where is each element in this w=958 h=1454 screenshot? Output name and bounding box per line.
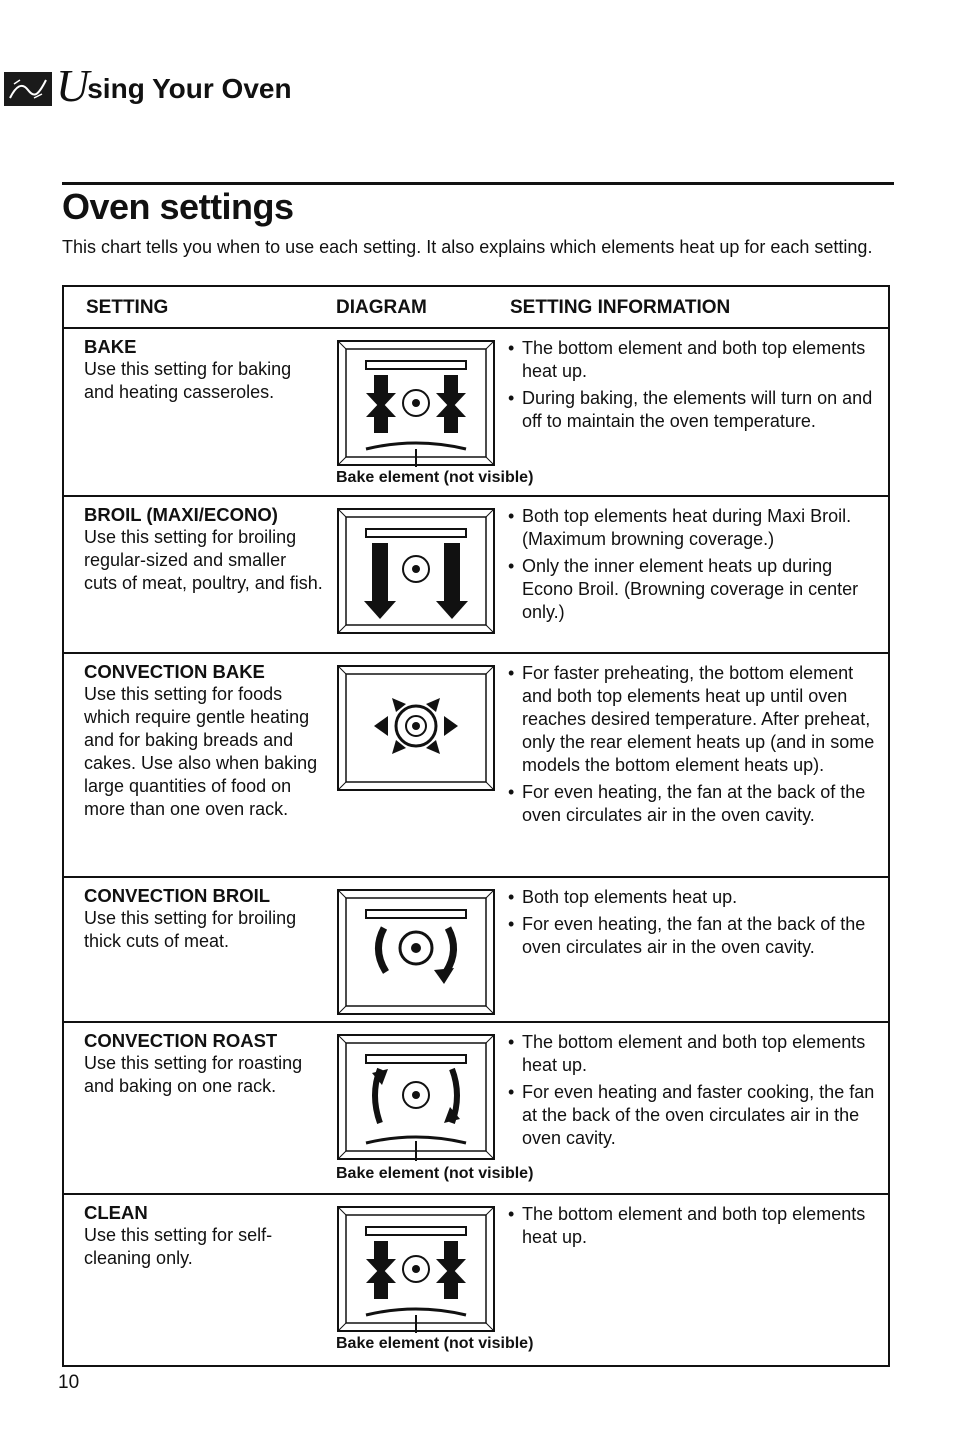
info-item: • Both top elements heat during Maxi Broil. (Maximum browning coverage.) bbox=[508, 505, 884, 551]
oven-broil-diagram-icon bbox=[336, 507, 496, 635]
header-script-letter: U bbox=[56, 60, 90, 111]
setting-info bbox=[508, 662, 884, 831]
info-item: • For even heating, the fan at the back of the oven circulates air in the oven cavity. bbox=[508, 781, 884, 827]
header-diagram: DIAGRAM bbox=[336, 297, 427, 318]
oven-settings-table bbox=[62, 285, 890, 1367]
header-setting: SETTING bbox=[86, 297, 169, 318]
info-item: • For faster preheating, the bottom element and both top elements heat up until oven reaches desired temperature. After preheat, only the rear element heats up (and in some models the bottom element heats up). bbox=[508, 662, 884, 777]
info-item: • The bottom element and both top elements heat up. bbox=[508, 1031, 884, 1077]
title-rule bbox=[62, 182, 894, 185]
intro-text: This chart tells you when to use each setting. It also explains which elements heat up for each setting. bbox=[62, 237, 873, 257]
setting-info bbox=[508, 1031, 884, 1154]
setting-description: Use this setting for roasting and baking on one rack. bbox=[84, 1053, 303, 1096]
setting-info bbox=[508, 886, 884, 963]
oven-clean-diagram-icon bbox=[336, 1205, 496, 1333]
info-item: • Only the inner element heats up during Econo Broil. (Browning coverage in center only.) bbox=[508, 555, 884, 624]
setting-description: Use this setting for self-cleaning only. bbox=[84, 1225, 273, 1268]
setting-description: Use this setting for baking and heating casseroles. bbox=[84, 359, 292, 402]
header-title: sing Your Oven bbox=[87, 73, 292, 104]
table-row bbox=[64, 878, 888, 1023]
setting-info bbox=[508, 337, 884, 437]
section-logo-icon bbox=[4, 72, 52, 106]
setting-info bbox=[508, 1203, 884, 1253]
info-item: • For even heating, the fan at the back of the oven circulates air in the oven cavity. bbox=[508, 913, 884, 959]
setting-name: BROIL (MAXI/ECONO) bbox=[84, 504, 278, 525]
diagram-caption: Bake element (not visible) bbox=[336, 469, 534, 486]
oven-convection-roast-diagram-icon bbox=[336, 1033, 496, 1161]
setting-name: CLEAN bbox=[84, 1202, 148, 1223]
oven-convection-bake-diagram-icon bbox=[336, 664, 496, 792]
page-number: 10 bbox=[58, 1372, 80, 1393]
setting-description: Use this setting for broiling regular-sized and smaller cuts of meat, poultry, and fish. bbox=[84, 527, 323, 593]
header-info: SETTING INFORMATION bbox=[510, 297, 731, 318]
diagram-caption: Bake element (not visible) bbox=[336, 1335, 534, 1352]
setting-description: Use this setting for broiling thick cuts of meat. bbox=[84, 908, 297, 951]
info-item: • During baking, the elements will turn on and off to maintain the oven temperature. bbox=[508, 387, 884, 433]
setting-name: CONVECTION BROIL bbox=[84, 885, 271, 906]
table-header bbox=[64, 287, 888, 329]
info-item: • For even heating and faster cooking, the fan at the back of the oven circulates air in the oven cavity. bbox=[508, 1081, 884, 1150]
setting-name: BAKE bbox=[84, 336, 137, 357]
oven-convection-broil-diagram-icon bbox=[336, 888, 496, 1016]
setting-cell bbox=[84, 503, 324, 595]
setting-cell bbox=[84, 1201, 324, 1270]
setting-name: CONVECTION BAKE bbox=[84, 661, 265, 682]
setting-cell bbox=[84, 335, 324, 404]
setting-name: CONVECTION ROAST bbox=[84, 1030, 278, 1051]
info-item: • Both top elements heat up. bbox=[508, 886, 884, 909]
section-header bbox=[4, 60, 292, 111]
table-row bbox=[64, 1023, 888, 1195]
info-item: • The bottom element and both top elements heat up. bbox=[508, 1203, 884, 1249]
table-row bbox=[64, 329, 888, 497]
page-title: Oven settings bbox=[62, 186, 294, 227]
setting-cell bbox=[84, 1029, 324, 1098]
setting-cell bbox=[84, 884, 324, 953]
oven-bake-diagram-icon bbox=[336, 339, 496, 467]
table-row bbox=[64, 497, 888, 654]
setting-info bbox=[508, 505, 884, 628]
setting-description: Use this setting for foods which require gentle heating and for baking breads and cakes. Use also when baking large quantities of food on more than one oven rack. bbox=[84, 684, 318, 819]
setting-cell bbox=[84, 660, 324, 821]
table-row bbox=[64, 654, 888, 878]
table-row bbox=[64, 1195, 888, 1365]
info-item: • The bottom element and both top elements heat up. bbox=[508, 337, 884, 383]
diagram-caption: Bake element (not visible) bbox=[336, 1165, 534, 1182]
